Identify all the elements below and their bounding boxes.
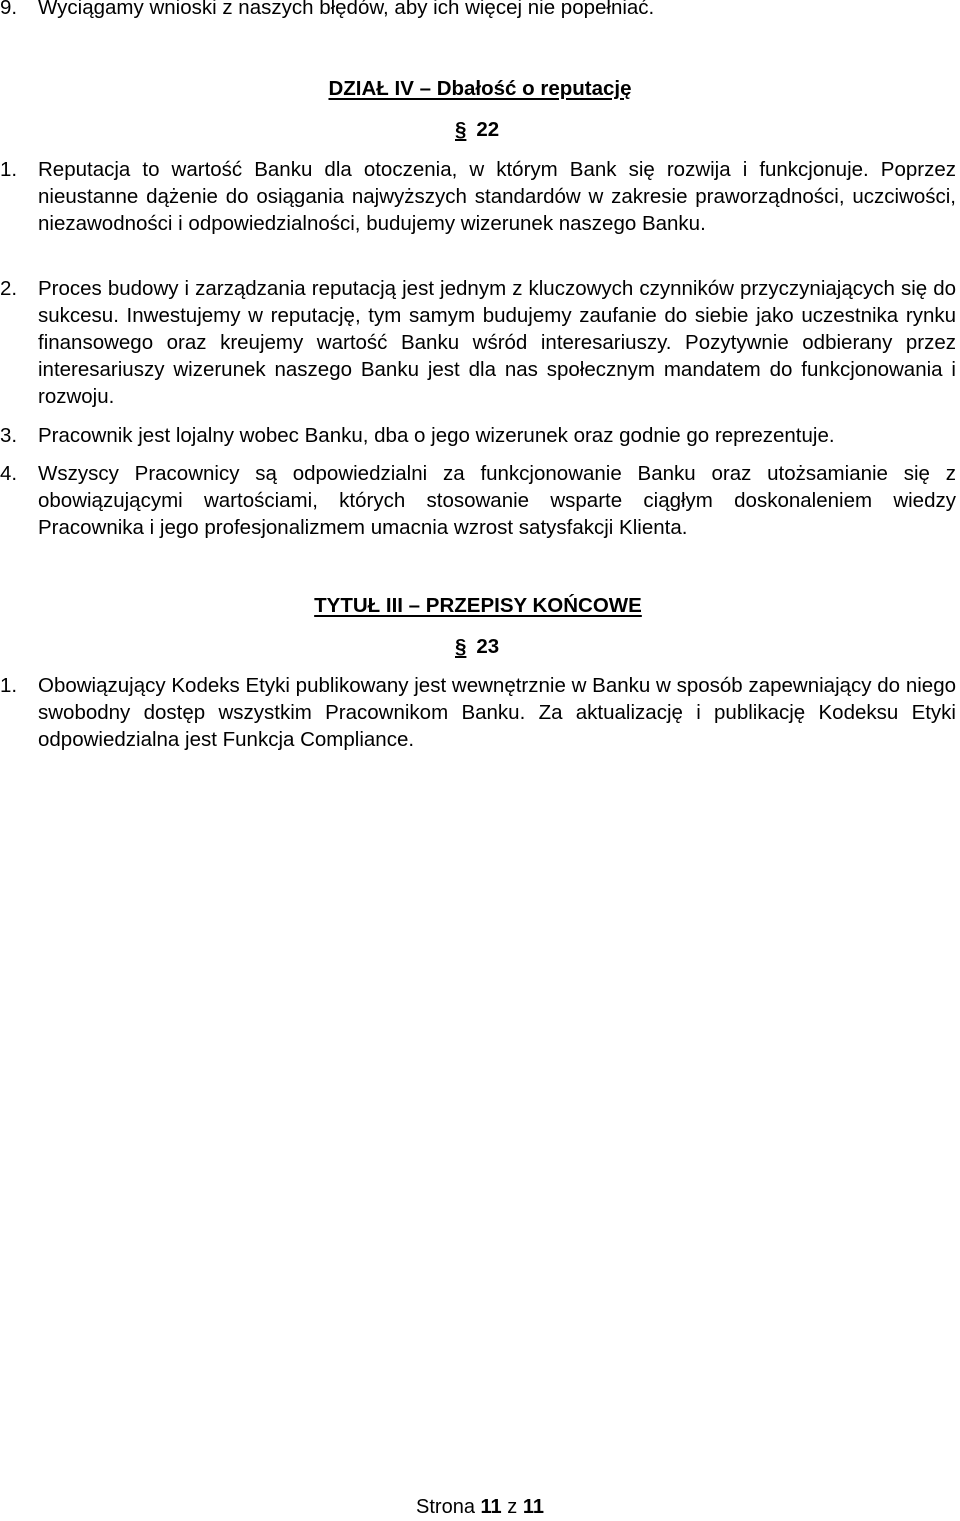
list-item (0, 275, 956, 410)
item-text: Wszyscy Pracownicy są odpowiedzialni za funkcjonowanie Banku oraz utożsamianie się z obowiązującymi wartościami, których stosowanie wsparte ciągłym doskonaleniem wiedzy Pracownika i jego profesjonalizmem umacnia wzrost satysfakcji Klienta. (38, 462, 956, 539)
item-text: Proces budowy i zarządzania reputacją jest jednym z kluczowych czynników przyczyniających się do sukcesu. Inwestujemy w reputację, tym samym budujemy zaufanie do siebie jako uczestnika rynku finansowego oraz kreujemy wartość Banku wśród interesariuszy. Pozytywnie odbierany przez interesariuszy wizerunek naszego Banku jest dla nas społecznym mandatem do funkcjonowania i rozwoju. (38, 277, 956, 408)
item-number: 4. (0, 462, 18, 485)
section-heading (0, 75, 960, 102)
paragraph-symbol: § (455, 635, 467, 658)
item-number: 3. (0, 424, 18, 447)
item-text: Pracownik jest lojalny wobec Banku, dba o jego wizerunek oraz godnie go reprezentuje. (38, 424, 835, 447)
paragraph-number-value: 23 (476, 635, 500, 658)
list-item (0, 156, 956, 237)
page-footer (0, 1494, 960, 1521)
title-heading-text: TYTUŁ III – PRZEPISY KOŃCOWE (314, 594, 642, 617)
item-number: 1. (0, 674, 18, 697)
paragraph-number (455, 116, 499, 143)
footer-separator: z (507, 1496, 518, 1518)
item-text: Reputacja to wartość Banku dla otoczenia, w którym Bank się rozwija i funkcjonuje. Poprzez nieustanne dążenie do osiągania najwyższych standardów w zakresie praworządności, uczciwości, niezawodności i odpowiedzialności, budujemy wizerunek naszego Banku. (38, 158, 956, 235)
list-item (0, 460, 956, 541)
item-text: Obowiązujący Kodeks Etyki publikowany jest wewnętrznie w Banku w sposób zapewniający do niego swobodny dostęp wszystkim Pracownikom Banku. Za aktualizację i publikację Kodeksu Etyki odpowiedzialna jest Funkcja Compliance. (38, 674, 956, 751)
list-item (0, 672, 956, 753)
paragraph-number-value: 22 (476, 118, 500, 141)
item-number: 9. (0, 0, 18, 19)
item-number: 2. (0, 277, 18, 300)
paragraph-symbol: § (455, 118, 467, 141)
footer-label: Strona (416, 1496, 475, 1518)
list-item (0, 0, 956, 21)
list-item (0, 422, 956, 449)
paragraph-number (455, 633, 499, 660)
footer-total-pages: 11 (522, 1496, 544, 1518)
title-heading (0, 592, 958, 619)
section-heading-text: DZIAŁ IV – Dbałość o reputację (328, 77, 632, 100)
item-text: Wyciągamy wnioski z naszych błędów, aby ich więcej nie popełniać. (38, 0, 655, 19)
item-number: 1. (0, 158, 18, 181)
footer-current-page: 11 (480, 1496, 502, 1518)
